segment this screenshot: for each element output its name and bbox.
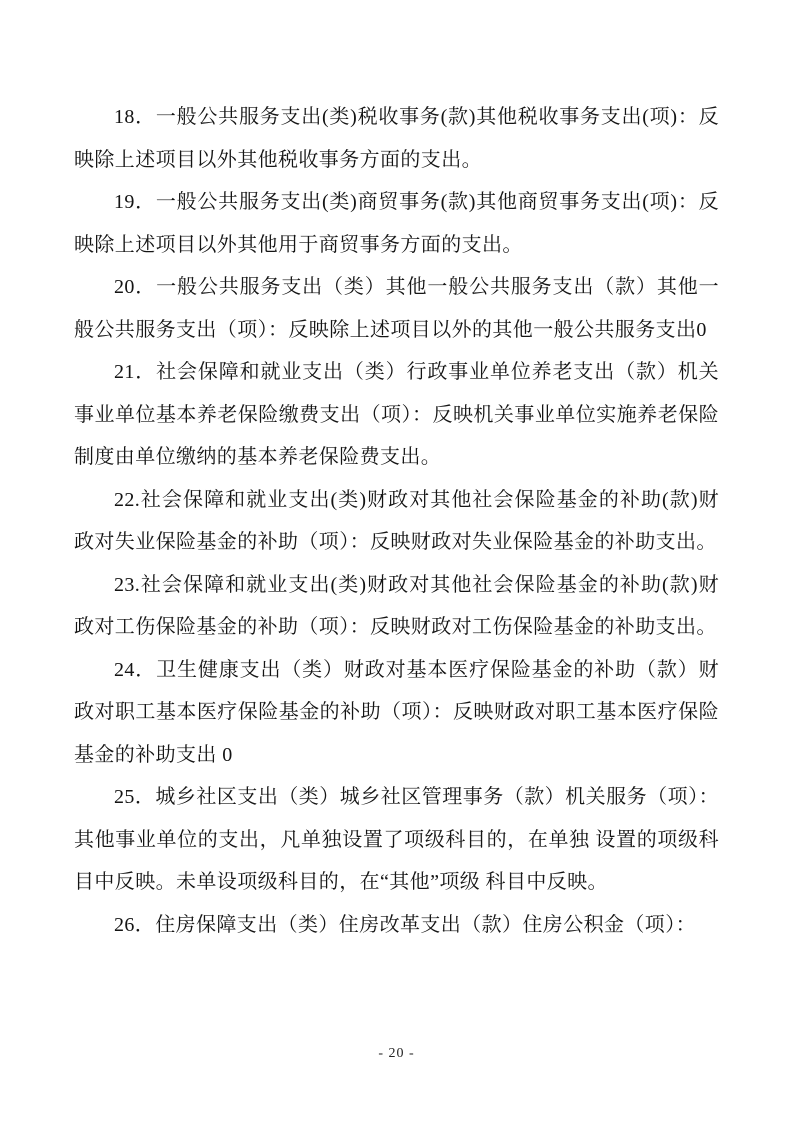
paragraph-item-26: 26．住房保障支出（类）住房改革支出（款）住房公积金（项）： bbox=[114, 913, 696, 936]
paragraph-item-21: 21．社会保障和就业支出（类）行政事业单位养老支出（款）机关事业单位基本养老保险缴费支出（项）：反映机关事业单位实施养老保险制度由单位缴纳的基本养老保险费支出。 bbox=[74, 361, 719, 468]
paragraph-item-22: 22.社会保障和就业支出(类)财政对其他社会保险基金的补助(款)财政对失业保险基金的补助（项）：反映财政对失业保险基金的补助支出。 bbox=[74, 488, 719, 553]
document-body bbox=[74, 96, 719, 946]
paragraph-item-20: 20．一般公共服务支出（类）其他一般公共服务支出（款）其他一般公共服务支出（项）：反映除上述项目以外的其他一般公共服务支出0 bbox=[74, 276, 719, 341]
paragraph-item-23: 23.社会保障和就业支出(类)财政对其他社会保险基金的补助(款)财政对工伤保险基金的补助（项）：反映财政对工伤保险基金的补助支出。 bbox=[74, 573, 719, 638]
page-number: - 20 - bbox=[378, 1046, 415, 1061]
paragraph-item-18: 18．一般公共服务支出(类)税收事务(款)其他税收事务支出(项)：反映除上述项目以外其他税收事务方面的支出。 bbox=[74, 106, 719, 171]
page-footer bbox=[0, 1046, 793, 1062]
paragraph-item-19: 19．一般公共服务支出(类)商贸事务(款)其他商贸事务支出(项)：反映除上述项目以外其他用于商贸事务方面的支出。 bbox=[74, 191, 719, 256]
paragraph-item-25: 25．城乡社区支出（类）城乡社区管理事务（款）机关服务（项）：其他事业单位的支出，凡单独设置了项级科目的，在单独 设置的项级科目中反映。未单设项级科目的，在“其他”项级 科目中反映。 bbox=[74, 786, 719, 893]
paragraph-item-24: 24．卫生健康支出（类）财政对基本医疗保险基金的补助（款）财政对职工基本医疗保险基金的补助（项）：反映财政对职工基本医疗保险基金的补助支出 0 bbox=[74, 658, 719, 766]
